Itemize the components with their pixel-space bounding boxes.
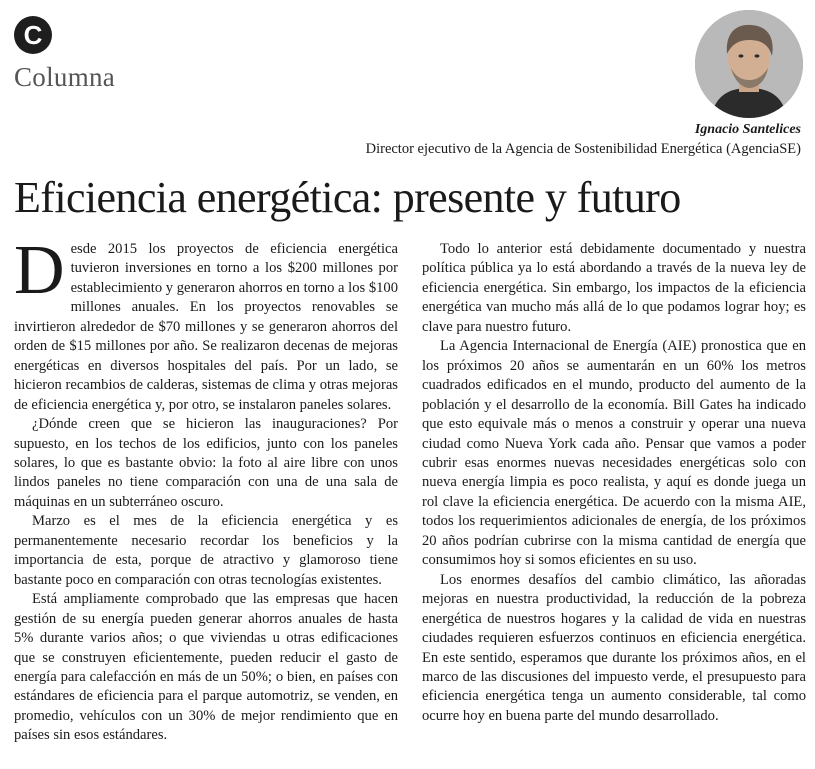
- section-label: Columna: [14, 62, 116, 92]
- article-body: [14, 232, 806, 765]
- author-photo: [695, 10, 803, 118]
- left-column: [14, 232, 399, 765]
- dropcap: D: [14, 232, 65, 309]
- column-badge: C: [14, 16, 52, 54]
- author-role: Director ejecutivo de la Agencia de Sostenibilidad Energética (AgenciaSE): [365, 141, 801, 157]
- paragraph: Marzo es el mes de la eficiencia energética y es permanentemente necesario recordar los beneficios y la importancia de esta, porque de atractivo y glamoroso tiene bastante poco en comparación con otras tecnologías existentes.: [14, 513, 398, 588]
- author-name: Ignacio Santelices: [694, 122, 801, 137]
- paragraph: Desde 2015 los proyectos de eficiencia energética tuvieron inversiones en torno a los $200 millones por establecimiento y generaron ahorros en torno a los $100 millones anuales. En los proyectos renovables se invirtieron alrededor de $70 millones y se generaron ahorros del orden de $15 millones por año. Se realizaron decenas de mejoras energéticas en diversos hospitales del país. Por un lado, se hicieron recambios de calderas, sistemas de clima y otras mejoras de eficiencia energética y, por otro, se instalaron paneles solares.: [14, 232, 399, 413]
- paragraph: Los enormes desafíos del cambio climático, las añoradas mejoras en nuestra productividad, la reducción de la pobreza energética de nuestros hogares y la calidad de vida en nuestras ciudades requieren esfuerzos continuos en eficiencia energética. En este sentido, esperamos que durante los próximos años, en el marco de las discusiones del impuesto verde, el presupuesto para eficiencia energética tenga un aumento considerable, tal como ocurre hoy en buena parte del mundo desarrollado.: [422, 571, 806, 724]
- paragraph: Está ampliamente comprobado que las empresas que hacen gestión de su energía pueden generar ahorros anuales de hasta 5% durante varios años; o que viviendas u otras edificaciones que se construyen eficientemente, pueden reducir el gasto de energía para calefacción en más de un 50%; o bien, en países con estándares de eficiencia para el parque automotriz, se venden, en promedio, vehículos con un 30% de mejor rendimiento que en países sin esos estándares.: [14, 591, 398, 744]
- paragraph: La Agencia Internacional de Energía (AIE) pronostica que en los próximos 20 años se aumentarán en un 60% los metros cuadrados edificados en el mundo, producto del aumento de la población y el desarrollo de la economía. Bill Gates ha indicado que esto equivale más o menos a construir y operar una nueva ciudad como Nueva York cada año. Pensar que vamos a poder cubrir esas enormes nuevas necesidades energéticas solo con nueva energía limpia es poco realista, y aquí es donde juega un rol clave la eficiencia energética. De acuerdo con la misma AIE, todos los requerimientos adicionales de energía, de los próximos 20 años podrían cubrirse con la misma cantidad de energía que consumimos hoy si somos eficientes en su uso.: [422, 338, 806, 569]
- right-column: [422, 240, 806, 765]
- author-byline: [366, 122, 801, 158]
- author-portrait-icon: [695, 10, 803, 118]
- paragraph: Todo lo anterior está debidamente documentado y nuestra política pública ya lo está abordando a través de la nueva ley de eficiencia energética. Sin embargo, los impactos de la eficiencia energética van mucho más allá de lo que podamos lograr hoy; es clave para nuestro futuro.: [422, 241, 806, 335]
- paragraph: ¿Dónde creen que se hicieron las inauguraciones? Por supuesto, en los techos de los edificios, junto con los paneles solares, lo que es bastante obvio: la foto al aire libre con unos lindos paneles no tiene comparación con una de una sala de máquinas en un subterráneo oscuro.: [14, 416, 398, 510]
- article-title: Eficiencia energética: presente y futuro: [14, 173, 681, 222]
